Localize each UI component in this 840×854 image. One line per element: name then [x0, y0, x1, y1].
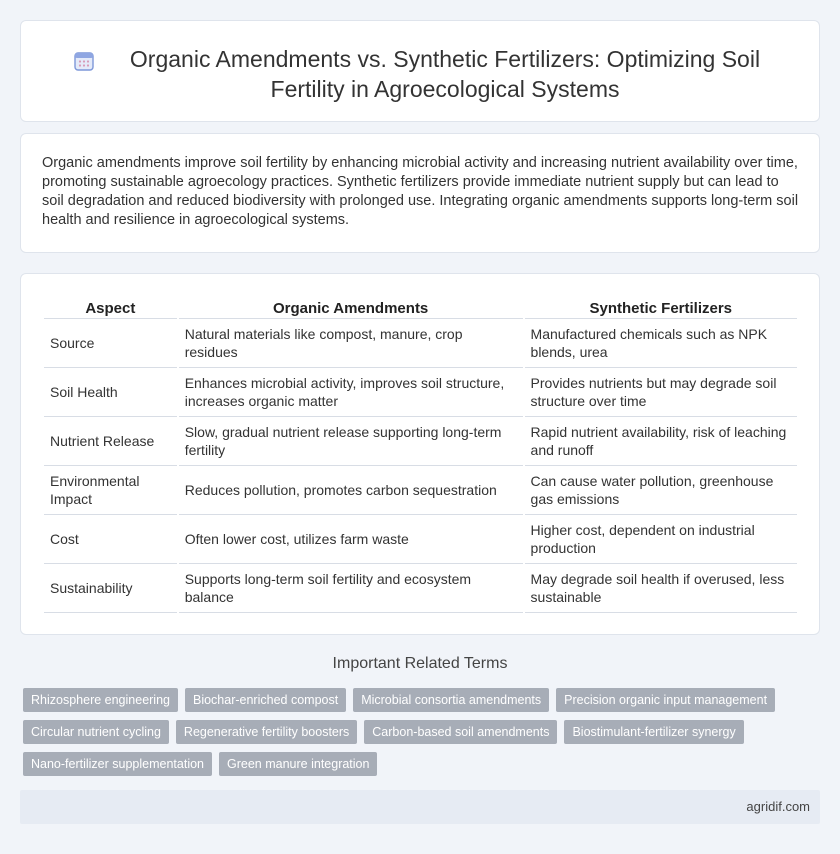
table-cell: Provides nutrients but may degrade soil structure over time	[525, 368, 797, 417]
table-row	[44, 515, 797, 564]
related-term-tag[interactable]: Precision organic input management	[556, 688, 775, 712]
table-cell: Reduces pollution, promotes carbon sequestration	[179, 466, 523, 515]
table-cell: Soil Health	[44, 368, 177, 417]
table-row	[44, 319, 797, 368]
comparison-table	[42, 297, 799, 613]
related-terms-title: Important Related Terms	[332, 655, 508, 672]
table-cell: Manufactured chemicals such as NPK blends, urea	[525, 319, 797, 368]
related-term-tag[interactable]: Carbon-based soil amendments	[364, 720, 557, 744]
table-cell: Supports long-term soil fertility and ecosystem balance	[179, 564, 523, 613]
footer	[20, 790, 820, 824]
table-row	[44, 466, 797, 515]
related-term-tag[interactable]: Regenerative fertility boosters	[176, 720, 357, 744]
related-term-tag[interactable]: Biochar-enriched compost	[185, 688, 346, 712]
related-term-tag[interactable]: Microbial consortia amendments	[353, 688, 549, 712]
footer-site-link[interactable]: agridif.com	[746, 799, 810, 814]
comparison-card	[20, 273, 820, 635]
table-cell: Source	[44, 319, 177, 368]
table-row	[44, 368, 797, 417]
table-cell: Higher cost, dependent on industrial production	[525, 515, 797, 564]
table-cell: Slow, gradual nutrient release supporting long-term fertility	[179, 417, 523, 466]
related-term-tag[interactable]: Rhizosphere engineering	[23, 688, 178, 712]
table-cell: Rapid nutrient availability, risk of leaching and runoff	[525, 417, 797, 466]
column-header-aspect: Aspect	[44, 297, 177, 319]
related-terms-list	[23, 688, 813, 776]
table-cell: Enhances microbial activity, improves soil structure, increases organic matter	[179, 368, 523, 417]
table-cell: Natural materials like compost, manure, crop residues	[179, 319, 523, 368]
intro-card	[20, 133, 820, 253]
related-term-tag[interactable]: Nano-fertilizer supplementation	[23, 752, 212, 776]
intro-paragraph: Organic amendments improve soil fertility by enhancing microbial activity and increasing nutrient availability over time, promoting sustainable agroecology practices. Synthetic fertilizers provide immediate nutrient supply but can lead to soil degradation and reduced biodiversity with prolonged use. Integrating organic amendments supports long-term soil health and resilience in agroecological systems.	[42, 155, 799, 228]
related-term-tag[interactable]: Biostimulant-fertilizer synergy	[564, 720, 743, 744]
table-cell: Sustainability	[44, 564, 177, 613]
column-header-organic: Organic Amendments	[179, 297, 523, 319]
table-cell: Can cause water pollution, greenhouse gas emissions	[525, 466, 797, 515]
table-header-row	[44, 297, 797, 319]
table-cell: May degrade soil health if overused, less sustainable	[525, 564, 797, 613]
table-row	[44, 564, 797, 613]
table-cell: Nutrient Release	[44, 417, 177, 466]
table-cell: Often lower cost, utilizes farm waste	[179, 515, 523, 564]
table-cell: Environmental Impact	[44, 466, 177, 515]
related-term-tag[interactable]: Green manure integration	[219, 752, 377, 776]
page-title: Organic Amendments vs. Synthetic Fertilizers: Optimizing Soil Fertility in Agroecological Systems	[129, 46, 761, 102]
title-card	[20, 20, 820, 122]
table-row	[44, 417, 797, 466]
related-term-tag[interactable]: Circular nutrient cycling	[23, 720, 169, 744]
column-header-synthetic: Synthetic Fertilizers	[525, 297, 797, 319]
table-cell: Cost	[44, 515, 177, 564]
